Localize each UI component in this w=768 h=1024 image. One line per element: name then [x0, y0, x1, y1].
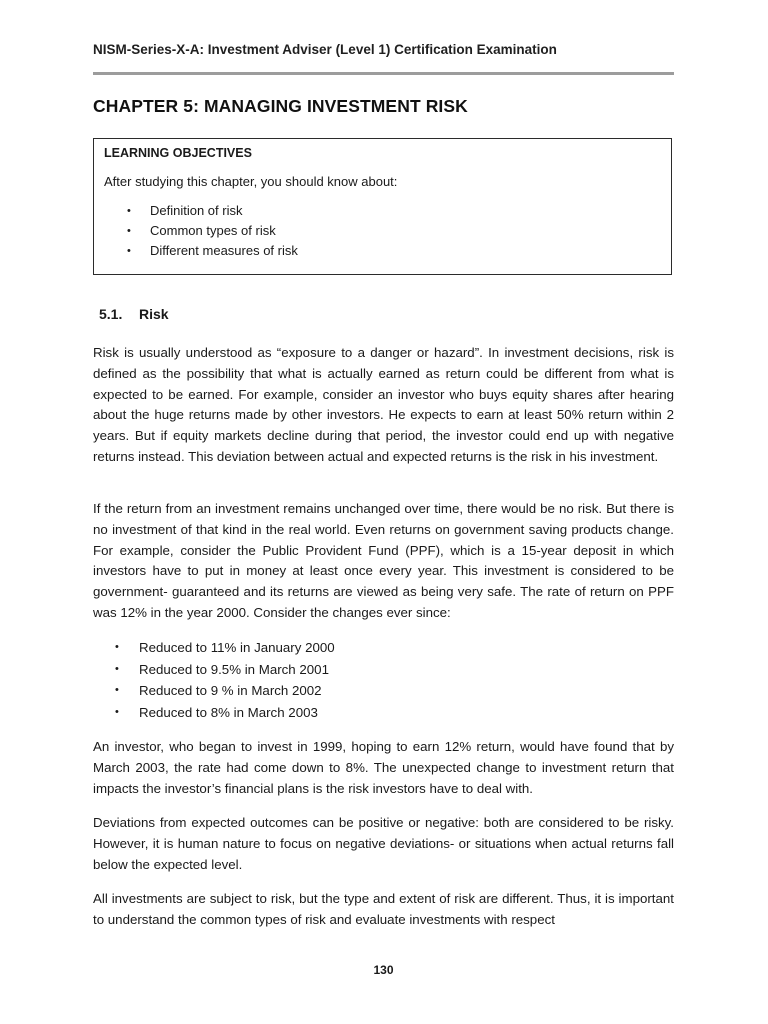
page-number: 130	[373, 963, 394, 977]
bullet-icon: •	[115, 641, 119, 653]
section-heading	[99, 306, 169, 322]
list-item-text: Definition of risk	[150, 203, 243, 218]
learning-objectives-box	[93, 138, 672, 275]
list-item	[94, 221, 298, 241]
list-item	[93, 637, 335, 659]
bullet-icon: •	[127, 245, 131, 257]
list-item-text: Reduced to 9 % in March 2002	[139, 683, 322, 698]
paragraph: All investments are subject to risk, but the type and extent of risk are different. Thus, it is important to understand the common types of risk and evaluate investments with respect	[93, 891, 674, 927]
list-item	[93, 702, 335, 724]
list-item	[93, 659, 335, 681]
paragraph: If the return from an investment remains unchanged over time, there would be no risk. But there is no investment of that kind in the real world. Even returns on government saving products change. For example, consider the Public Provident Fund (PPF), which is a 15-year deposit in which investors have to put in money at least once every year. This investment is considered to be government- guaranteed and its returns are viewed as being very safe. The rate of return on PPF was 12% in the year 2000. Consider the changes ever since:	[93, 501, 674, 620]
list-item-text: Reduced to 11% in January 2000	[139, 640, 335, 655]
bullet-icon: •	[127, 225, 131, 237]
ppf-rate-changes-list	[93, 637, 335, 723]
section-title: Risk	[139, 306, 169, 322]
learning-objectives-heading: LEARNING OBJECTIVES	[104, 146, 252, 160]
list-item-text: Common types of risk	[150, 223, 276, 238]
header-divider	[93, 72, 674, 75]
section-number: 5.1.	[99, 306, 123, 322]
bullet-icon: •	[115, 705, 119, 718]
list-item	[94, 241, 298, 261]
bullet-icon: •	[115, 662, 119, 675]
list-item-text: Reduced to 8% in March 2003	[139, 704, 318, 720]
learning-objectives-list	[94, 201, 298, 261]
paragraph: Deviations from expected outcomes can be positive or negative: both are considered to be risky. However, it is human nature to focus on negative deviations- or situations when actual returns fall below the expected level.	[93, 815, 674, 872]
chapter-title: CHAPTER 5: MANAGING INVESTMENT RISK	[93, 96, 468, 116]
list-item	[93, 680, 335, 702]
running-header: NISM-Series-X-A: Investment Adviser (Level 1) Certification Examination	[93, 42, 557, 57]
list-item-text: Different measures of risk	[150, 243, 298, 258]
bullet-icon: •	[127, 205, 131, 217]
list-item	[94, 201, 298, 221]
bullet-icon: •	[115, 684, 119, 696]
list-item-text: Reduced to 9.5% in March 2001	[139, 661, 329, 677]
paragraph: An investor, who began to invest in 1999, hoping to earn 12% return, would have found that by March 2003, the rate had come down to 8%. The unexpected change to investment return that impacts the investor’s financial plans is the risk investors have to deal with.	[93, 739, 674, 796]
paragraph: Risk is usually understood as “exposure to a danger or hazard”. In investment decisions, risk is defined as the possibility that what is actually earned as return could be different from what is expected to be earned. For example, consider an investor who buys equity shares after hearing about the huge returns made by other investors. He expects to earn at least 50% return within 2 years. But if equity markets decline during that period, the investor could end up with negative returns instead. This deviation between actual and expected returns is the risk in his investment.	[93, 345, 674, 464]
learning-objectives-intro: After studying this chapter, you should know about:	[104, 174, 398, 189]
